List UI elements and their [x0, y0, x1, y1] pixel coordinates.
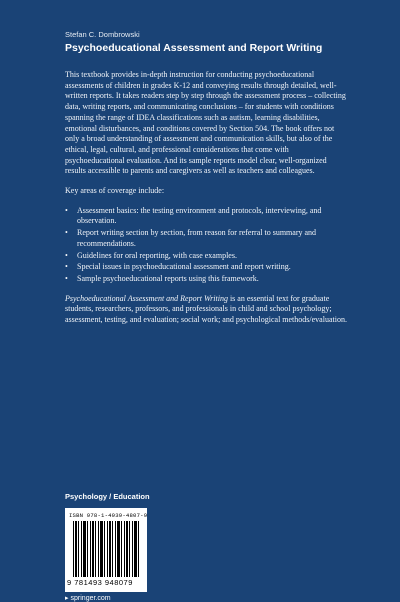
list-item: • Report writing section by section, from reason for referral to summary and recommendations. [65, 228, 347, 249]
arrow-right-icon: ▸ [65, 595, 69, 602]
closing-title: Psychoeducational Assessment and Report Writing [65, 293, 228, 303]
author-name: Stefan C. Dombrowski [65, 30, 140, 39]
list-item: • Guidelines for oral reporting, with case examples. [65, 251, 347, 262]
barcode-bars [73, 521, 141, 577]
list-item: • Special issues in psychoeducational assessment and report writing. [65, 262, 347, 273]
barcode-digits: 9 781493 948079 [67, 578, 133, 587]
barcode [65, 508, 147, 592]
publisher-link[interactable] [65, 594, 215, 602]
coverage-list [65, 206, 347, 285]
back-cover-blurb [65, 70, 347, 335]
list-item: • Assessment basics: the testing environment and protocols, interviewing, and observation. [65, 206, 347, 227]
book-title: Psychoeducational Assessment and Report Writing [65, 42, 323, 54]
isbn-text: ISBN 978-1-4939-4807-9 [69, 512, 148, 519]
footer [65, 492, 215, 602]
closing-paragraph [65, 294, 347, 326]
header [65, 30, 365, 55]
publisher-url: springer.com [70, 594, 111, 602]
intro-paragraph: This textbook provides in-depth instruction for conducting psychoeducational assessments of children in grades K-12 and conveying results through detailed, well-written reports. It takes readers step by step through the assessment process – collecting data, writing reports, and communicating conclusions – for students with conditions spanning the range of IDEA classifications such as autism, learning disabilities, emotional disturbances, and conditions covered by Section 504. The book offers not only a broad understanding of assessment and communication skills, but also of the ethical, legal, cultural, and professional considerations that come with psychoeducational evaluation. And its sample reports model clear, well-organized results accessible to parents and caregivers as well as teachers and colleagues. [65, 70, 346, 176]
closing-text: is an essential text for graduate students, researchers, professors, and professionals in child and school psychology; assessment, testing, and evaluation; social work; and psychological methods/evaluation. [65, 293, 347, 325]
list-heading: Key areas of coverage include: [65, 186, 165, 196]
list-item: • Sample psychoeducational reports using this framework. [65, 274, 347, 285]
category-label: Psychology / Education [65, 492, 150, 501]
